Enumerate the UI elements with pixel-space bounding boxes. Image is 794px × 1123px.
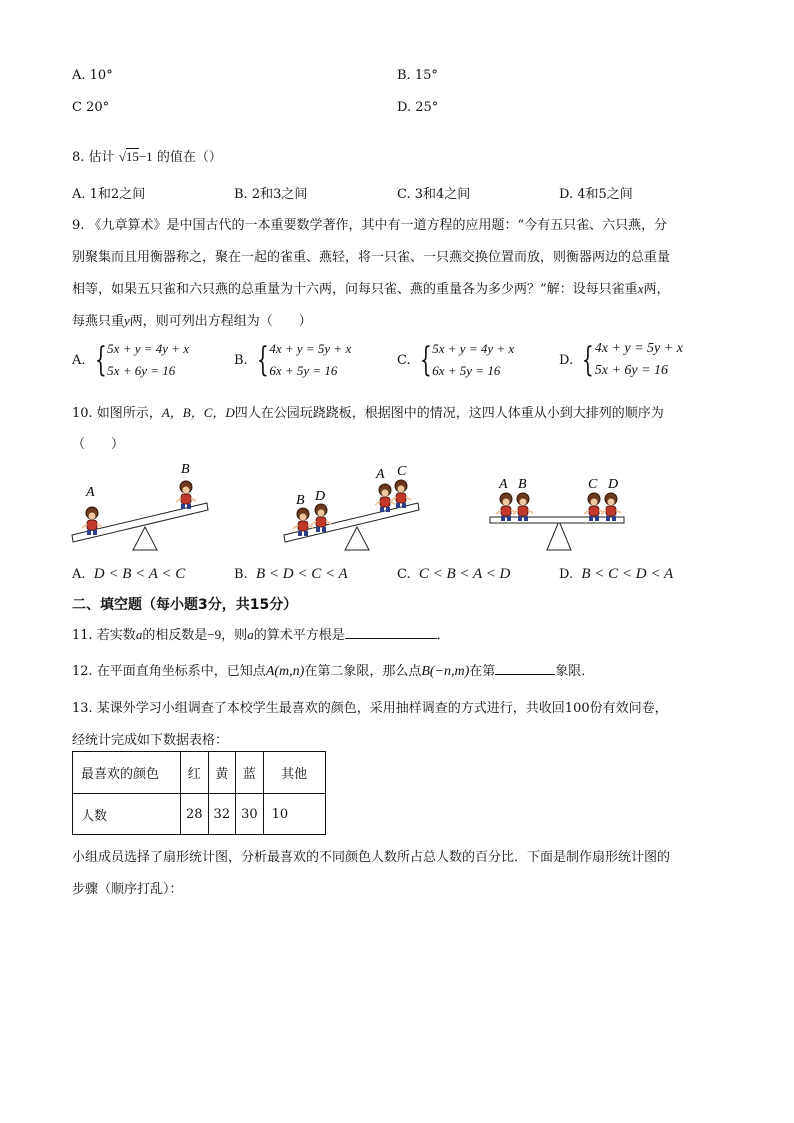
q10-option-b: B. B < D < C < A — [234, 566, 348, 582]
q7-option-d: D. 25° — [397, 100, 439, 115]
seesaw-1 — [72, 462, 208, 551]
section-title: 二、填空题（每小题3分，共15分） — [72, 597, 298, 613]
q8-option-c: C. 3和4之间 — [397, 187, 471, 202]
seesaw-3 — [490, 477, 624, 550]
q9-line-4: 每燕只重y两，则可列出方程组为（ ） — [72, 313, 312, 329]
q7-option-a: A. 10° — [72, 68, 113, 83]
label-b3: B — [518, 477, 527, 492]
brace: { — [581, 340, 594, 380]
brace: { — [94, 340, 107, 380]
label-c3: C — [588, 477, 598, 492]
brace: { — [419, 340, 432, 380]
kid-a2 — [375, 484, 395, 512]
q8-option-a: A. 1和2之间 — [72, 187, 146, 202]
q11-stem: 11. 若实数a的相反数是−9，则a的算术平方根是 ． — [72, 627, 450, 643]
label-a2: A — [376, 467, 385, 482]
label-b: B — [181, 462, 190, 477]
color-survey-table — [72, 751, 326, 835]
sqrt-expression: √15−1 — [118, 149, 153, 164]
label-a: A — [86, 485, 95, 500]
kid-b — [176, 481, 196, 509]
q13-line-1: 13. 某课外学习小组调查了本校学生最喜欢的颜色，采用抽样调查的方式进行，共收回100份有效问卷， — [72, 701, 668, 716]
brace: { — [256, 340, 269, 380]
table-row: 人数 28 32 30 10 — [73, 794, 326, 835]
q7-option-b: B. 15° — [397, 68, 438, 83]
q9-line-3: 相等，如果五只雀和六只燕的总重量为十六两，问每只雀、燕的重量各为多少两？”解：设每只雀重x两， — [72, 281, 670, 297]
q9-option-b: B. { 4x + y = 5y + x 6x + 5y = 16 — [234, 340, 352, 380]
q10-option-c: C. C < B < A < D — [397, 566, 511, 582]
q13-line-4: 步骤（顺序打乱）： — [72, 882, 183, 897]
q9-option-d: D. { 4x + y = 5y + x 5x + 6y = 16 — [559, 340, 683, 380]
q13-line-3: 小组成员选择了扇形统计图，分析最喜欢的不同颜色人数所占总人数的百分比．下面是制作扇形统计图的 — [72, 850, 671, 865]
answer-blank[interactable] — [345, 626, 437, 639]
q8-option-b: B. 2和3之间 — [234, 187, 308, 202]
q13-line-2: 经统计完成如下数据表格： — [72, 733, 229, 748]
q8-option-d: D. 4和5之间 — [559, 187, 633, 202]
label-b2: B — [296, 493, 305, 508]
q10-option-d: D. B < C < D < A — [559, 566, 674, 582]
q9-option-c: C. { 5x + y = 4y + x 6x + 5y = 16 — [397, 340, 515, 380]
q7-option-c: C 20° — [72, 100, 110, 115]
label-d2: D — [315, 489, 326, 504]
label-d3: D — [608, 477, 619, 492]
table-row: 最喜欢的颜色 红 黄 蓝 其他 — [73, 752, 326, 794]
q10-line-1: 10. 如图所示，A，B，C，D四人在公园玩跷跷板，根据图中的情况，这四人体重从小到大排列的顺序为 — [72, 405, 664, 421]
q9-line-2: 别聚集而且用衡器称之，聚在一起的雀重、燕轻，将一只雀、一只燕交换位置而放，则衡器两边的总重量 — [72, 250, 671, 265]
answer-blank[interactable] — [495, 662, 555, 675]
q9-option-a: A. { 5x + y = 4y + x 5x + 6y = 16 — [72, 340, 190, 380]
q8-stem: 8. 估计 √15−1 的值在（） — [72, 149, 222, 165]
q10-line-2: （ ） — [72, 437, 125, 452]
seesaw-figure — [60, 455, 740, 565]
seesaw-2 — [284, 464, 419, 550]
label-a3: A — [499, 477, 508, 492]
q10-option-a: A. D < B < A < C — [72, 566, 186, 582]
q12-stem: 12. 在平面直角坐标系中，已知点A(m,n)在第二象限，那么点B(−n,m)在第 象限． — [72, 664, 595, 679]
q9-line-1: 9. 《九章算术》是中国古代的一本重要数学著作，其中有一道方程的应用题：“今有五只雀、六只燕，分 — [72, 218, 668, 233]
label-c2: C — [397, 464, 407, 479]
